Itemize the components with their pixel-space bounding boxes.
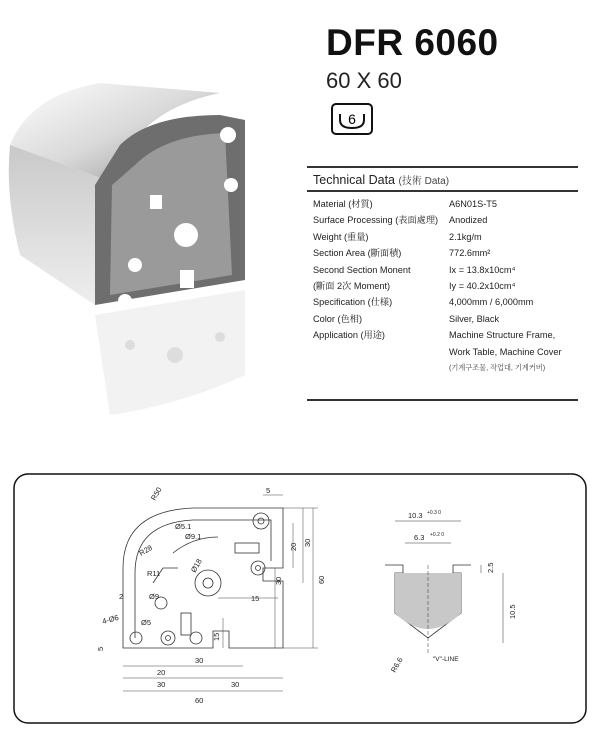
table-row: [307, 311, 578, 327]
table-row: [307, 360, 578, 376]
dim-60-right: 60: [317, 575, 326, 584]
slot-top-tol: +0.3 0: [427, 510, 442, 516]
table-row: [307, 262, 578, 278]
dim-30-bottom-a: 30: [195, 656, 204, 665]
product-size: 60 X 60: [326, 68, 402, 93]
dim-d9-1: Ø9.1: [185, 532, 202, 541]
row-value: Machine Structure Frame,: [449, 330, 556, 341]
slot-inner-tol: +0.2 0: [430, 532, 445, 538]
row-label: [307, 344, 449, 360]
slot-top-width: 10.3: [408, 511, 423, 520]
table-row: [307, 278, 578, 294]
row-value: A6N01S-T5: [449, 199, 498, 209]
dim-r50: R50: [148, 485, 164, 502]
dim-20-right: 20: [289, 542, 298, 551]
row-value: 772.6mm²: [449, 248, 491, 259]
table-row: [307, 212, 578, 228]
dim-r28: R28: [137, 543, 154, 558]
row-value: Iy = 40.2x10cm⁴: [449, 281, 516, 292]
row-label: (斷面 2次 Moment): [313, 281, 391, 292]
dim-d5: Ø5: [141, 618, 152, 627]
slot-radius: R6.6: [388, 655, 405, 674]
finish-badge-icon: [331, 103, 373, 135]
dim-60-bottom: 60: [195, 696, 204, 705]
dim-30-bottom-c: 30: [231, 680, 240, 689]
slot-vline-label: "V"-LINE: [433, 656, 459, 663]
dim-d5-1: Ø5.1: [175, 522, 192, 531]
row-label: Section Area (斷面積): [313, 248, 402, 259]
dim-5-top: 5: [266, 486, 271, 495]
heading-label-zh: (技術 Data): [398, 176, 450, 187]
badge-glyph: 6: [348, 111, 356, 127]
row-value: Work Table, Machine Cover: [449, 346, 562, 357]
dim-20-bottom: 20: [157, 668, 166, 677]
dim-30-right: 30: [303, 538, 312, 547]
table-row: [307, 229, 578, 245]
dim-2: 2: [119, 592, 124, 601]
slot-inner-width: 6.3: [414, 533, 425, 542]
row-label: [307, 360, 449, 376]
technical-drawing-panel: [13, 473, 587, 724]
dim-30-inner: 30: [274, 576, 283, 585]
row-value: 4,000mm / 6,000mm: [449, 297, 534, 308]
profile-render-image: [0, 75, 300, 435]
row-label: Weight (重量): [313, 231, 369, 242]
dim-15-inner-v: 15: [212, 632, 221, 641]
row-label: Material (材質): [313, 199, 373, 209]
dim-d9: Ø9: [149, 592, 160, 601]
heading-label: Technical Data: [313, 173, 395, 187]
row-label: Specification (仕様): [313, 297, 393, 308]
row-value: Ix = 13.8x10cm⁴: [449, 264, 516, 275]
row-value: Silver, Black: [449, 313, 500, 324]
table-row: [307, 344, 578, 360]
product-model: DFR 6060: [326, 22, 499, 63]
row-label: Surface Processing (表面處理): [313, 215, 439, 226]
dim-30-bottom-b: 30: [157, 680, 166, 689]
dim-5-left: 5: [96, 646, 105, 651]
table-row: [307, 327, 578, 343]
slot-height-small: 2.5: [486, 562, 495, 573]
technical-data-heading: [307, 166, 578, 192]
row-label: Second Section Monent: [313, 264, 411, 275]
technical-data-bottom-rule: [307, 399, 578, 401]
row-label: Application (用途): [313, 330, 385, 341]
dim-r11: R11: [147, 569, 161, 578]
row-label: Color (色相): [313, 313, 363, 324]
technical-data-table: [307, 166, 578, 376]
table-row: [307, 245, 578, 261]
row-value: Anodized: [449, 215, 488, 226]
dim-15-inner: 15: [251, 594, 260, 603]
dim-d18: Ø18: [188, 557, 204, 574]
row-value: (기계구조물, 작업대, 기계커버): [449, 363, 546, 373]
table-row: [307, 294, 578, 310]
slot-height-large: 10.5: [508, 604, 517, 619]
dim-4-d6: 4-Ø6: [101, 612, 120, 626]
row-value: 2.1kg/m: [449, 231, 482, 242]
table-row: [307, 196, 578, 212]
